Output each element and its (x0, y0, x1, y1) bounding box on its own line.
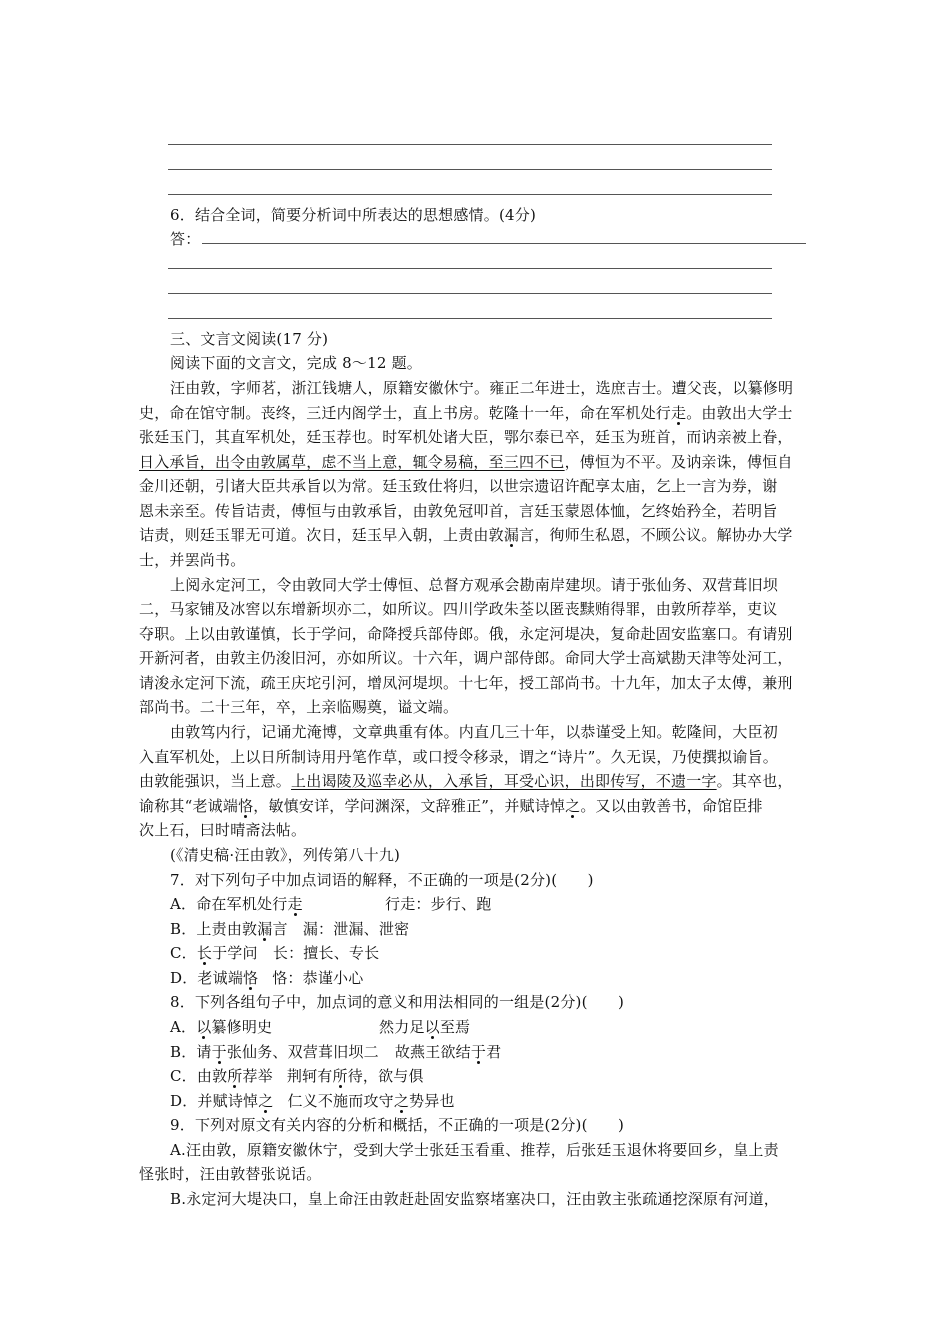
passage-line: 入直军机处，上以日所制诗用丹笔作草，或口授令移录，谓之“诗片”。久无误，乃使撰拟谕旨。 (139, 748, 778, 766)
passage-line: 汪由敦，字师茗，浙江钱塘人，原籍安徽休宁。雍正二年进士，选庶吉士。遭父丧，以纂修明 (170, 379, 794, 397)
question-7: 7．对下列句子中加点词语的解释，不正确的一项是(2分)( ) (170, 871, 594, 889)
passage-line: 开新河者，由敦主仍浚旧河，亦如所议。十六年，调户部侍郎。命同大学士高斌勘天津等处河工， (139, 649, 793, 667)
option-b[interactable]: B．请于张仙务、双营葺旧坝二 故燕王欲结于君 (170, 1043, 502, 1061)
passage-line: 次上石，曰时晴斋法帖。 (139, 821, 307, 839)
dotted-word: 之 (393, 1092, 410, 1110)
passage-source: (《清史稿·汪由敦》，列传第八十九) (170, 846, 401, 864)
option-b[interactable]: B.永定河大堤决口，皇上命汪由敦赶赴固安监察堵塞决口，汪由敦主张疏通挖深原有河道， (170, 1190, 779, 1208)
dotted-word: 以 (196, 1018, 212, 1036)
dotted-word: 恪 (243, 969, 259, 987)
answer-rule[interactable] (168, 293, 772, 294)
underlined-sentence: 日入承旨，出令由敦属草，虑不当上意，辄令易稿，至三四不已 (139, 453, 565, 471)
passage-line: 由敦能强识，当上意。上出谒陵及巡幸必从，入承旨，耳受心识，出即传写，不遗一字。其卒也， (139, 772, 793, 790)
option-b[interactable]: B．上责由敦漏言 漏：泄漏、泄密 (170, 920, 410, 938)
answer-rule[interactable] (168, 144, 772, 145)
answer-rule[interactable] (168, 169, 772, 170)
passage-line: 张廷玉门，其直军机处，廷玉荐也。时军机处诸大臣，鄂尔泰已卒，廷玉为班首，而讷亲被上眷， (139, 428, 793, 446)
dotted-word: 于 (470, 1043, 487, 1061)
option-a[interactable]: A.汪由敦，原籍安徽休宁，受到大学士张廷玉看重、推荐，后张廷玉退休将要回乡，皇上责 (170, 1141, 779, 1159)
passage-line: 二，马家铺及冰窖以东增新坝亦二，如所议。四川学政朱荃以匿丧黩贿得罪，由敦所荐举，吏议 (139, 600, 778, 618)
underlined-sentence: 上出谒陵及巡幸必从，入承旨，耳受心识，出即传写，不遗一字 (291, 772, 717, 790)
section-instruction: 阅读下面的文言文，完成 8～12 题。 (170, 354, 422, 372)
passage-line: 金川还朝，引诸大臣共承旨以为常。廷玉致仕将归，以世宗遗诏许配享太庙，乞上一言为券，谢 (139, 477, 778, 495)
answer-label: 答： (170, 230, 201, 248)
option-a-pair: 然力足以至焉 (379, 1018, 471, 1036)
option-a-gloss: 行走：步行、跑 (385, 895, 492, 913)
dotted-word: 之 (258, 1092, 274, 1110)
dotted-word: 于 (211, 1043, 227, 1061)
option-c[interactable]: C．长于学问 长：擅长、专长 (170, 944, 380, 962)
answer-rule[interactable] (168, 268, 772, 269)
passage-line: 诘责，则廷玉罪无可道。次日，廷玉早入朝，上责由敦漏言，徇师生私恩，不顾公议。解协办大学 (139, 526, 793, 544)
answer-rule[interactable] (168, 318, 772, 319)
dotted-word: 以 (424, 1018, 440, 1036)
dotted-word: 所 (332, 1067, 348, 1085)
passage-line: 日入承旨，出令由敦属草，虑不当上意，辄令易稿，至三四不已，傅恒为不平。及讷亲诛，傅恒自 (139, 453, 793, 471)
dotted-word: 长 (196, 944, 213, 962)
passage-line: 部尚书。二十三年，卒，上亲临赐奠，谥文端。 (139, 698, 459, 716)
passage-line: 恩未亲至。传旨诘责，傅恒与由敦承旨，由敦免冠叩首，言廷玉蒙恩体恤，乞终始矜全，若明旨 (139, 502, 778, 520)
answer-rule[interactable] (202, 243, 806, 244)
passage-line: 由敦笃内行，记诵尤淹博，文章典重有体。内直几三十年，以恭谨受上知。乾隆间，大臣初 (170, 723, 779, 741)
answer-rule[interactable] (168, 194, 772, 195)
option-a[interactable]: A．以纂修明史 (170, 1018, 273, 1036)
option-d[interactable]: D．并赋诗悼之 仁义不施而攻守之势异也 (170, 1092, 455, 1110)
option-a[interactable]: A．命在军机处行走 (170, 895, 303, 913)
dotted-word: 走 (671, 404, 687, 422)
passage-line: 上阅永定河工，令由敦同大学士傅恒、总督方观承会勘南岸建坝。请于张仙务、双营葺旧坝 (170, 576, 779, 594)
passage-line: 史，命在馆守制。丧终，三迁内阁学士，直上书房。乾隆十一年，命在军机处行走。由敦出大学士 (139, 404, 793, 422)
passage-line: 谕称其“老诚端恪，敏慎安详，学问渊深，文辞雅正”，并赋诗悼之。又以由敦善书，命馆臣排 (139, 797, 763, 815)
passage-line: 士，并罢尚书。 (139, 551, 246, 569)
dotted-word: 漏 (503, 526, 520, 544)
question-9: 9．下列对原文有关内容的分析和概括，不正确的一项是(2分)( ) (170, 1116, 625, 1134)
dotted-word: 所 (227, 1067, 243, 1085)
question-6: 6．结合全词，简要分析词中所表达的思想感情。(4分) (170, 206, 536, 224)
option-a-cont: 怪张时，汪由敦替张说话。 (139, 1165, 322, 1183)
option-d[interactable]: D．老诚端恪 恪：恭谨小心 (170, 969, 364, 987)
option-c[interactable]: C．由敦所荐举 荆轲有所待，欲与俱 (170, 1067, 424, 1085)
dotted-word: 走 (287, 895, 303, 913)
dotted-word: 恪 (238, 797, 254, 815)
dotted-word: 之 (565, 797, 581, 815)
question-8: 8．下列各组句子中，加点词的意义和用法相同的一组是(2分)( ) (170, 993, 625, 1011)
dotted-word: 漏 (257, 920, 273, 938)
section-heading: 三、文言文阅读(17 分) (170, 330, 329, 348)
passage-line: 请浚永定河下流，疏王庆坨引河，增凤河堤坝。十七年，授工部尚书。十九年，加太子太傅，兼刑 (139, 674, 793, 692)
passage-line: 夺职。上以由敦谨慎，长于学问，命降授兵部侍郎。俄，永定河堤决，复命赴固安监塞口。有请别 (139, 625, 793, 643)
